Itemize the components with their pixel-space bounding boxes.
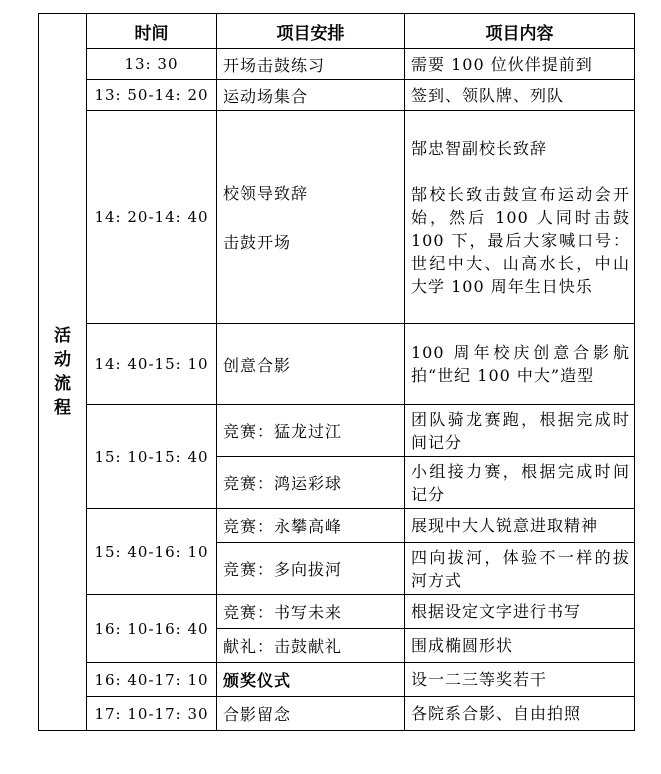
time-cell: 14: 40-15: 10 bbox=[87, 324, 217, 405]
header-row bbox=[39, 14, 635, 49]
content-cell: 需要 100 位伙伴提前到 bbox=[405, 49, 635, 80]
time-cell: 14: 20-14: 40 bbox=[87, 111, 217, 324]
arrangement-cell: 合影留念 bbox=[217, 697, 405, 731]
header-time: 时间 bbox=[87, 14, 217, 49]
table-row bbox=[39, 509, 635, 543]
content-cell: 根据设定文字进行书写 bbox=[405, 595, 635, 629]
arrangement-cell: 竞赛：多向拔河 bbox=[217, 543, 405, 595]
arrangement-line: 校领导致辞 bbox=[223, 184, 309, 203]
time-cell: 15: 40-16: 10 bbox=[87, 509, 217, 595]
schedule-table bbox=[38, 13, 635, 731]
content-cell: 各院系合影、自由拍照 bbox=[405, 697, 635, 731]
arrangement-cell bbox=[217, 111, 405, 324]
table-row bbox=[39, 49, 635, 80]
arrangement-line: 击鼓开场 bbox=[223, 233, 292, 252]
arrangement-cell: 竞赛：鸿运彩球 bbox=[217, 457, 405, 509]
content-cell: 围成椭圆形状 bbox=[405, 629, 635, 663]
time-cell: 15: 10-15: 40 bbox=[87, 405, 217, 509]
content-cell: 团队骑龙赛跑，根据完成时间记分 bbox=[405, 405, 635, 457]
table-row bbox=[39, 697, 635, 731]
content-paragraph: 郜忠智副校长致辞 bbox=[411, 138, 548, 158]
arrangement-cell: 颁奖仪式 bbox=[217, 663, 405, 697]
activity-flow-label: 活 动 流 程 bbox=[39, 14, 87, 731]
arrangement-cell: 开场击鼓练习 bbox=[217, 49, 405, 80]
content-cell: 展现中大人锐意进取精神 bbox=[405, 509, 635, 543]
header-arrangement: 项目安排 bbox=[217, 14, 405, 49]
table-row bbox=[39, 663, 635, 697]
time-cell: 16: 40-17: 10 bbox=[87, 663, 217, 697]
content-cell bbox=[405, 111, 635, 324]
time-cell: 17: 10-17: 30 bbox=[87, 697, 217, 731]
arrangement-cell: 竞赛：猛龙过江 bbox=[217, 405, 405, 457]
table-row bbox=[39, 324, 635, 405]
time-cell: 13: 30 bbox=[87, 49, 217, 80]
header-content: 项目内容 bbox=[405, 14, 635, 49]
content-paragraph: 郜校长致击鼓宣布运动会开始，然后 100 人同时击鼓 100 下，最后大家喊口号：世纪中大、山高水长，中山大学 100 周年生日快乐 bbox=[411, 184, 630, 296]
table-row bbox=[39, 111, 635, 324]
arrangement-cell: 献礼：击鼓献礼 bbox=[217, 629, 405, 663]
time-cell: 13: 50-14: 20 bbox=[87, 80, 217, 111]
content-cell: 100 周年校庆创意合影航拍“世纪 100 中大”造型 bbox=[405, 324, 635, 405]
time-cell: 16: 10-16: 40 bbox=[87, 595, 217, 663]
table-row bbox=[39, 595, 635, 629]
content-cell: 设一二三等奖若干 bbox=[405, 663, 635, 697]
arrangement-cell: 竞赛：书写未来 bbox=[217, 595, 405, 629]
arrangement-cell: 竞赛：永攀高峰 bbox=[217, 509, 405, 543]
arrangement-cell: 创意合影 bbox=[217, 324, 405, 405]
table-row bbox=[39, 405, 635, 457]
table-row bbox=[39, 80, 635, 111]
content-cell: 签到、领队牌、列队 bbox=[405, 80, 635, 111]
content-cell: 四向拔河，体验不一样的拔河方式 bbox=[405, 543, 635, 595]
content-cell: 小组接力赛，根据完成时间记分 bbox=[405, 457, 635, 509]
arrangement-cell: 运动场集合 bbox=[217, 80, 405, 111]
